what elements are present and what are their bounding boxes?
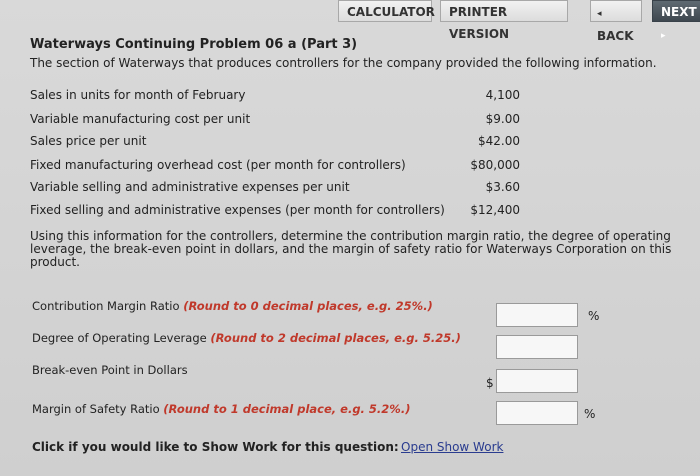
- info-row: [30, 134, 522, 148]
- info-label: Variable selling and administrative expenses per unit: [30, 180, 350, 194]
- info-row: [30, 112, 522, 126]
- next-button[interactable]: [652, 0, 700, 41]
- printer-version-button[interactable]: PRINTER VERSION: [440, 0, 568, 22]
- info-value: $42.00: [478, 134, 520, 148]
- info-label: Sales in units for month of February: [30, 88, 246, 102]
- info-value: $3.60: [485, 180, 520, 194]
- back-button[interactable]: [590, 0, 642, 43]
- info-label: Fixed selling and administrative expenses (per month for controllers): [30, 203, 445, 217]
- dollar-unit: $: [486, 376, 494, 390]
- info-label: Sales price per unit: [30, 134, 147, 148]
- info-label: Variable manufacturing cost per unit: [30, 112, 251, 126]
- calculator-button[interactable]: CALCULATOR: [338, 0, 432, 22]
- info-value: 4,100: [485, 88, 520, 102]
- problem-intro: The section of Waterways that produces controllers for the company provided the following information.: [30, 56, 657, 70]
- instructions: Using this information for the controllers, determine the contribution margin ratio, the degree of operating leverage, the break-even point in dollars, and the margin of safety ratio for Waterways Corporation on this product.: [30, 229, 672, 269]
- problem-title: Waterways Continuing Problem 06 a (Part 3): [30, 37, 358, 52]
- info-row: [30, 180, 522, 194]
- question-hint: (Round to 0 decimal places, e.g. 25%.): [183, 299, 433, 313]
- question-contribution-margin-ratio: [32, 299, 433, 313]
- question-label: Contribution Margin Ratio: [32, 299, 184, 313]
- next-label: NEXT: [661, 5, 697, 19]
- question-hint: (Round to 1 decimal place, e.g. 5.2%.): [163, 402, 411, 416]
- question-hint: (Round to 2 decimal places, e.g. 5.25.): [210, 331, 461, 345]
- break-even-point-input[interactable]: [496, 369, 578, 393]
- open-show-work-link[interactable]: Open Show Work: [401, 440, 504, 454]
- degree-of-operating-leverage-input[interactable]: [496, 335, 578, 359]
- info-value: $9.00: [485, 112, 520, 126]
- info-value: $80,000: [470, 158, 520, 172]
- info-row: [30, 158, 522, 172]
- info-row: [30, 203, 522, 217]
- info-row: [30, 88, 522, 102]
- back-arrow-icon: ◂: [597, 9, 602, 19]
- percent-unit: %: [588, 309, 600, 323]
- info-value: $12,400: [470, 203, 520, 217]
- info-label: Fixed manufacturing overhead cost (per month for controllers): [30, 158, 406, 172]
- show-work-prompt: Click if you would like to Show Work for this question:: [32, 440, 399, 454]
- question-label: Break-even Point in Dollars: [32, 363, 188, 377]
- question-degree-of-operating-leverage: [32, 331, 461, 345]
- next-arrow-icon: ▸: [661, 31, 666, 41]
- question-break-even-point: [32, 363, 188, 377]
- question-margin-of-safety-ratio: [32, 402, 410, 416]
- percent-unit: %: [584, 407, 596, 421]
- back-label: BACK: [597, 29, 634, 43]
- question-label: Margin of Safety Ratio: [32, 402, 164, 416]
- margin-of-safety-ratio-input[interactable]: [496, 401, 578, 425]
- toolbar: [0, 0, 700, 43]
- contribution-margin-ratio-input[interactable]: [496, 303, 578, 327]
- question-label: Degree of Operating Leverage: [32, 331, 211, 345]
